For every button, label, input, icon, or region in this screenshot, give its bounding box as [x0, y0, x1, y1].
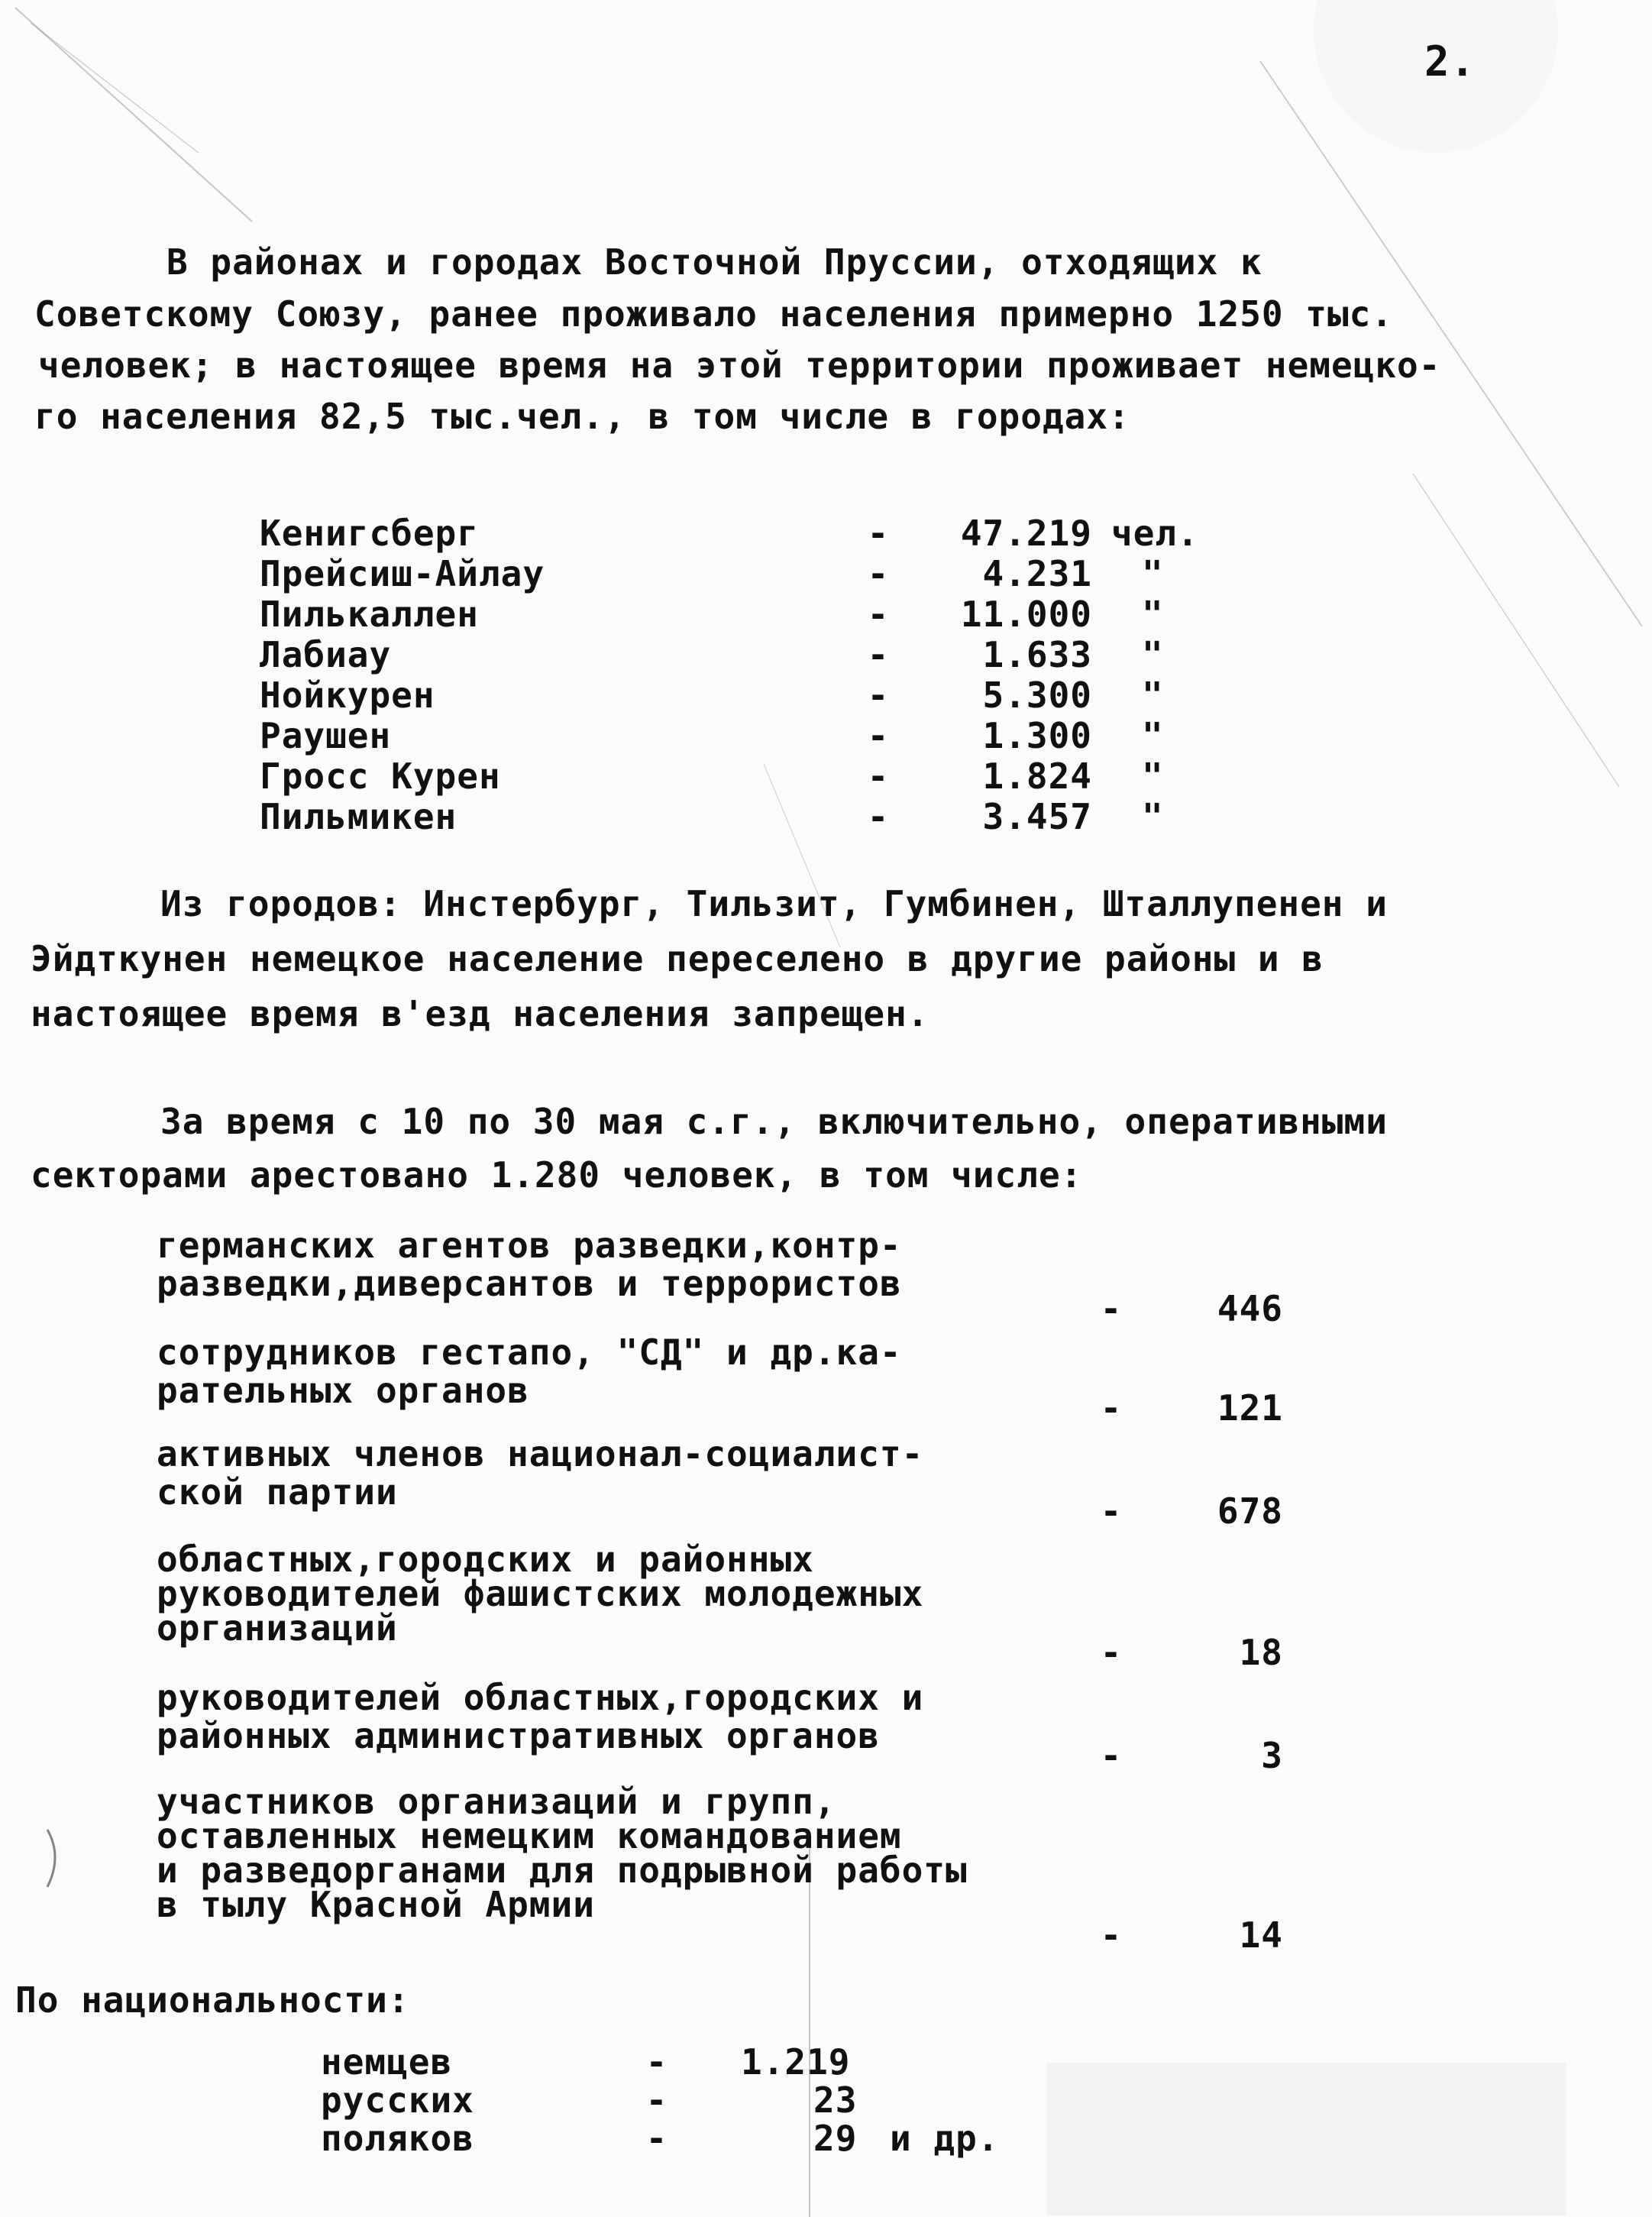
city-unit: чел. [1111, 513, 1199, 554]
city-dash: - [867, 715, 890, 756]
arrest-dash: - [1100, 1490, 1123, 1532]
relocation-line: Эйдткунен немецкое население переселено в другие районы и в [31, 938, 1324, 979]
nationality-name: русских [321, 2079, 474, 2121]
arrest-dash: - [1100, 1914, 1123, 1956]
city-value: 11.000 [960, 594, 1092, 635]
city-value: 1.824 [982, 756, 1092, 797]
nationality-name: немцев [321, 2041, 453, 2083]
arrest-category-line: районных административных органов [157, 1715, 880, 1756]
arrest-dash: - [1100, 1632, 1123, 1673]
arrest-category-line: организаций [157, 1607, 398, 1649]
arrest-count: 3 [1261, 1735, 1283, 1776]
arrest-dash: - [1100, 1735, 1123, 1776]
city-name: Нойкурен [260, 675, 435, 716]
city-value: 5.300 [982, 675, 1092, 716]
nationality-name: поляков [321, 2118, 474, 2159]
city-unit: " [1142, 594, 1164, 635]
city-dash: - [867, 756, 890, 797]
arrest-category-line: участников организаций и групп, [157, 1781, 836, 1822]
city-name: Раушен [260, 715, 392, 756]
city-name: Прейсиш-Айлау [260, 553, 545, 594]
city-dash: - [867, 594, 890, 635]
city-name: Гросс Курен [260, 756, 501, 797]
city-name: Пилькаллен [260, 594, 479, 635]
arrest-category-line: руководителей областных,городских и [157, 1677, 924, 1718]
city-dash: - [867, 553, 890, 594]
arrest-category-line: областных,городских и районных [157, 1539, 814, 1580]
arrest-category-line: активных членов национал-социалист- [157, 1433, 924, 1474]
nationality-dash: - [645, 2118, 668, 2159]
city-unit: " [1142, 756, 1164, 797]
intro-line: В районах и городах Восточной Пруссии, отходящих к [166, 241, 1262, 283]
arrest-dash: - [1100, 1387, 1123, 1429]
arrest-count: 446 [1217, 1288, 1283, 1329]
city-value: 1.300 [982, 715, 1092, 756]
arrest-count: 14 [1239, 1914, 1283, 1956]
intro-line: Советскому Союзу, ранее проживало населения примерно 1250 тыс. [34, 293, 1394, 335]
city-name: Пильмикен [260, 796, 457, 837]
nationality-value: 29 [813, 2118, 858, 2159]
nationality-suffix: и др. [890, 2118, 1000, 2159]
city-value: 4.231 [982, 553, 1092, 594]
city-unit: " [1142, 634, 1164, 675]
city-dash: - [867, 675, 890, 716]
city-dash: - [867, 513, 890, 554]
city-unit: " [1142, 675, 1164, 716]
arrests-intro-line: За время с 10 по 30 мая с.г., включительно, оперативными [160, 1101, 1388, 1142]
arrest-category-line: ской партии [157, 1471, 398, 1513]
nationality-value: 1.219 [741, 2041, 851, 2083]
arrest-category-line: разведки,диверсантов и террористов [157, 1263, 902, 1304]
city-unit: " [1142, 553, 1164, 594]
city-name: Лабиау [260, 634, 392, 675]
page-number: 2. [1424, 37, 1476, 86]
arrest-count: 121 [1217, 1387, 1283, 1429]
city-unit: " [1142, 715, 1164, 756]
nationality-dash: - [645, 2041, 668, 2083]
arrest-category-line: рательных органов [157, 1370, 529, 1411]
intro-line: человек; в настоящее время на этой территории проживает немецко- [38, 345, 1441, 386]
arrest-category-line: руководителей фашистских молодежных [157, 1573, 924, 1614]
arrest-category-line: в тылу Красной Армии [157, 1884, 595, 1925]
arrest-dash: - [1100, 1288, 1123, 1329]
city-dash: - [867, 634, 890, 675]
arrest-category-line: германских агентов разведки,контр- [157, 1225, 902, 1266]
arrests-intro-line: секторами арестовано 1.280 человек, в том числе: [31, 1154, 1083, 1196]
city-dash: - [867, 796, 890, 837]
city-value: 3.457 [982, 796, 1092, 837]
nationality-dash: - [645, 2079, 668, 2121]
city-unit: " [1142, 796, 1164, 837]
arrest-category-line: оставленных немецким командованием [157, 1815, 902, 1856]
relocation-line: настоящее время в'езд населения запрещен. [31, 993, 929, 1034]
nationality-value: 23 [813, 2079, 858, 2121]
city-value: 47.219 [960, 513, 1092, 554]
arrest-category-line: и разведорганами для подрывной работы [157, 1850, 968, 1891]
city-value: 1.633 [982, 634, 1092, 675]
arrest-count: 18 [1239, 1632, 1283, 1673]
relocation-line: Из городов: Инстербург, Тильзит, Гумбинен, Шталлупенен и [160, 883, 1388, 924]
arrest-count: 678 [1217, 1490, 1283, 1532]
nationality-heading: По национальности: [15, 1979, 410, 2021]
city-name: Кенигсберг [260, 513, 479, 554]
arrest-category-line: сотрудников гестапо, "СД" и др.ка- [157, 1332, 902, 1373]
intro-line: го населения 82,5 тыс.чел., в том числе в городах: [34, 396, 1130, 437]
